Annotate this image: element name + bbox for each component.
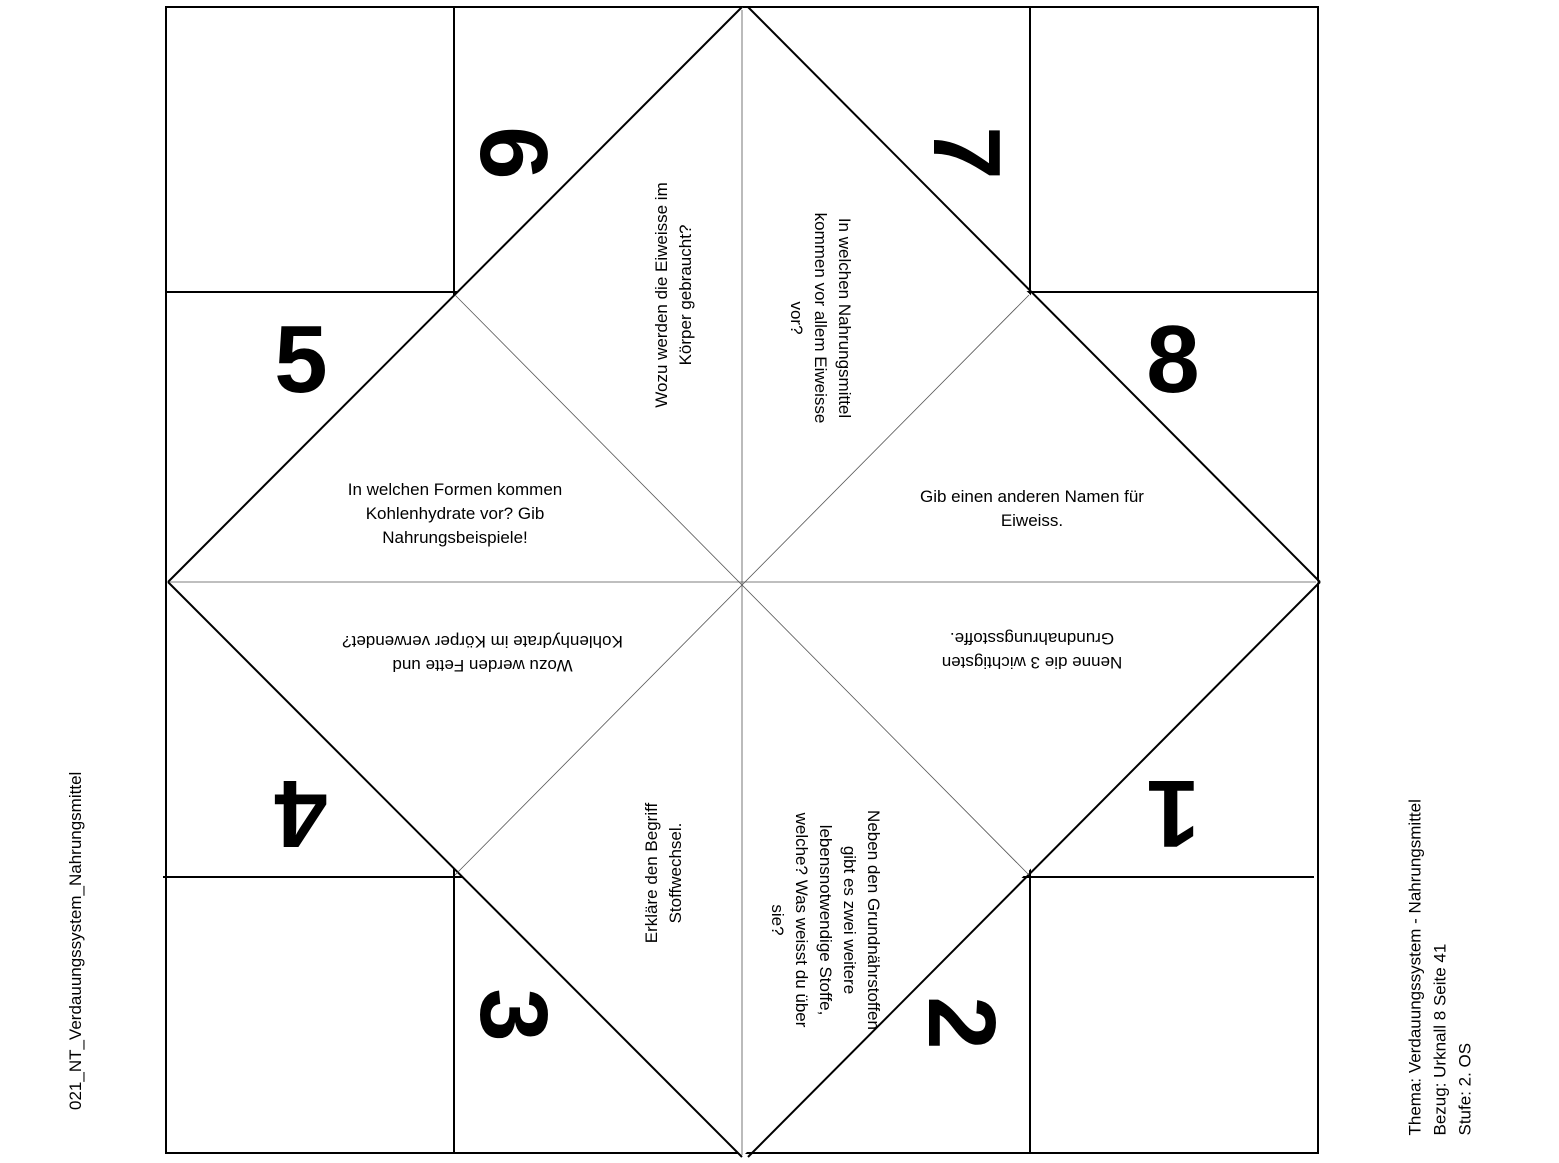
- level-line: Stufe: 2. OS: [1455, 1042, 1475, 1136]
- question-eiweiss-name: Gib einen anderen Namen für Eiweiss.: [920, 487, 1144, 530]
- question-kohlenhydrate-formen: In welchen Formen kommen Kohlenhydrate vor? Gib Nahrungsbeispiele!: [347, 480, 563, 547]
- question-stoffwechsel: Erkläre den Begriff Stoffwechsel.: [642, 802, 685, 944]
- question-eiweisse-verwendung: Wozu werden die Eiweisse im Körper gebraucht?: [652, 182, 695, 408]
- file-label: 021_NT_Verdauungssystem_Nahrungsmittel: [66, 771, 85, 1110]
- topic-line: Thema: Verdauungssystem - Nahrungsmittel: [1405, 799, 1425, 1136]
- question-fette-kohlenhydrate: Wozu werden Fette und Kohlenhydrate im Körper verwendet?: [342, 632, 623, 675]
- number-2: 2: [908, 996, 1015, 1050]
- reference-line: Bezug: Urknall 8 Seite 41: [1430, 943, 1450, 1136]
- topic-info-block: [1403, 761, 1485, 1136]
- number-5: 5: [274, 306, 328, 413]
- number-6: 6: [460, 126, 567, 180]
- number-4: 4: [274, 760, 328, 867]
- question-grundnahrungsstoffe: Nenne die 3 wichtigsten Grundnahrungsstoffe.: [941, 629, 1123, 672]
- number-7: 7: [913, 126, 1020, 180]
- number-1: 1: [1146, 760, 1200, 867]
- question-lebensnotwendige-stoffe: Neben den Grundnährstoffen gibt es zwei weitere lebensnotwendige Stoffe, welche? Was weisst du über sie?: [768, 810, 883, 1030]
- number-8: 8: [1146, 306, 1200, 413]
- question-eiweisse-nahrungsmittel: In welchen Nahrungsmittel kommen vor allem Eiweisse vor?: [787, 212, 854, 424]
- number-3: 3: [460, 988, 567, 1042]
